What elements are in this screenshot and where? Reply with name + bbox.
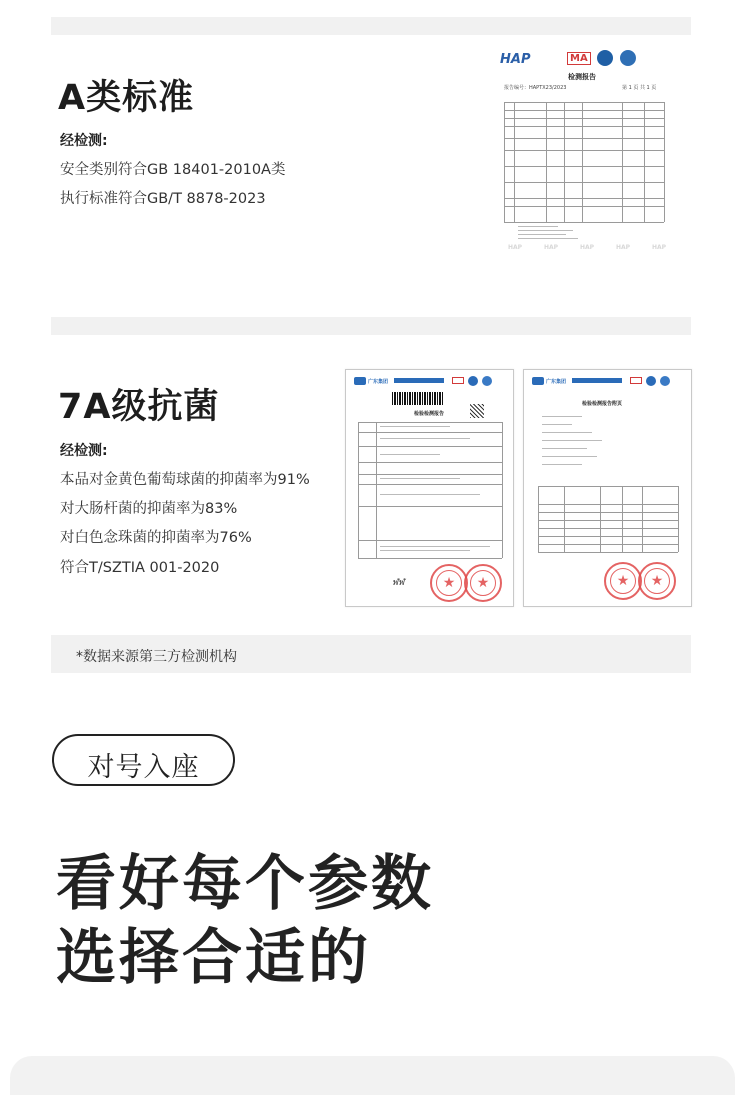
official-stamp-1 bbox=[430, 564, 468, 602]
report-a-number: 报告编号：HAPTX23/2023 bbox=[504, 85, 567, 91]
hap-logo: HAP bbox=[500, 52, 531, 67]
section-b-line-4: 符合T/SZTIA 001-2020 bbox=[60, 560, 220, 576]
official-stamp-2 bbox=[464, 564, 502, 602]
report-1-org: 广东集团 bbox=[368, 379, 389, 385]
report-a-heading: 检测报告 bbox=[568, 73, 596, 81]
section-a-title: A类标准 bbox=[58, 78, 195, 118]
section-a-line-1: 安全类别符合GB 18401-2010A类 bbox=[60, 162, 286, 178]
antibacterial-report-2 bbox=[523, 369, 692, 607]
section-b-label: 经检测: bbox=[60, 443, 108, 459]
ilac-mra-logo bbox=[597, 50, 613, 66]
section-a-line-2: 执行标准符合GB/T 8878-2023 bbox=[60, 191, 266, 207]
section-b-line-1: 本品对金黄色葡萄球菌的抑菌率为91% bbox=[60, 472, 310, 488]
org-logo-icon bbox=[354, 377, 366, 385]
qr-code bbox=[470, 404, 484, 418]
report-2-org: 广东集团 bbox=[546, 379, 567, 385]
test-report-a: HAP MA 检测报告 报告编号：HAPTX23/2023 第 1 页 共 1 页 HAP HAP HAP HAP HAP bbox=[494, 44, 674, 259]
section-b-line-2: 对大肠杆菌的抑菌率为83% bbox=[60, 501, 238, 517]
cnas-logo bbox=[620, 50, 636, 66]
barcode bbox=[392, 392, 444, 405]
org-logo-icon bbox=[532, 377, 544, 385]
report-2-heading: 检验检测报告附页 bbox=[582, 401, 623, 407]
section-a-top-band bbox=[51, 17, 691, 35]
antibacterial-report-1: 广东集团 检验检测报告 ฬฬ ★ ★ bbox=[345, 369, 514, 607]
section-b-top-band bbox=[51, 317, 691, 335]
report-a-page: 第 1 页 共 1 页 bbox=[622, 85, 657, 91]
headline-line-2: 选择合适的 bbox=[56, 923, 371, 993]
source-note: *数据来源第三方检测机构 bbox=[76, 649, 237, 665]
tag-pill bbox=[52, 734, 235, 786]
tag-pill-text: 对号入座 bbox=[87, 752, 200, 783]
report-1-heading: 检验检测报告 bbox=[414, 411, 445, 417]
headline-line-1: 看好每个参数 bbox=[56, 849, 434, 919]
section-a-label: 经检测: bbox=[60, 133, 108, 149]
official-stamp-3 bbox=[604, 562, 642, 600]
bottom-card bbox=[10, 1056, 735, 1095]
ma-logo: MA bbox=[567, 52, 591, 65]
section-b-line-3: 对白色念珠菌的抑菌率为76% bbox=[60, 530, 252, 546]
official-stamp-4 bbox=[638, 562, 676, 600]
section-b-title: 7A级抗菌 bbox=[58, 387, 220, 427]
